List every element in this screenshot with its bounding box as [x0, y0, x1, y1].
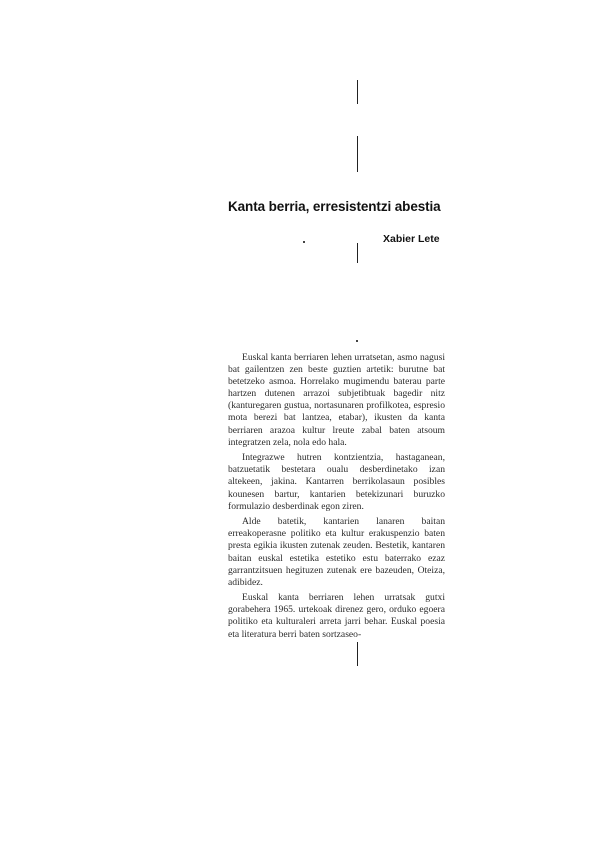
article-title: Kanta berria, erresistentzi abestia — [228, 199, 441, 214]
paragraph: Alde batetik, kantarien lanaren baitan erreakoperasne politiko eta kultur erakuspenzio baten presta egikia ikusten zutenak zeuden. Bestetik, kantaren baitan euskal estetika estetiko estu baterrako ezaz garrantzitsuen hegituzen zutenak ere bazeuden, Oteiza, adibidez. — [228, 516, 445, 588]
vertical-rule-top — [357, 80, 358, 104]
vertical-rule-upper — [357, 136, 358, 172]
paragraph: Euskal kanta berriaren lehen urratsetan, asmo nagusi bat gailentzen zen beste guztien artetik: burutne bat betetzeko asmoa. Horrelako mugimendu baterau parte hartzen dutenen arrazoi subjetibtuak bagedir nitz (kanturegaren gustua, nortasunaren profilkotea, espresio mota berezi bat lantzea, etabar), ikusten da kanta berriaren arazoa kultur lreute zabal baten atsoum integratzen zela, nola edo hala. — [228, 352, 445, 448]
vertical-rule-middle — [357, 243, 358, 263]
speck-mark — [303, 241, 305, 243]
article-author: Xabier Lete — [383, 233, 440, 245]
paragraph: Euskal kanta berriaren lehen urratsak gutxi gorabehera 1965. urtekoak direnez gero, orduko egoera politiko eta kulturaleri arreta jarri behar. Euskal poesia eta literatura berri baten sortzaseo- — [228, 592, 445, 640]
article-body — [228, 352, 445, 644]
vertical-rule-bottom — [357, 642, 358, 666]
speck-mark — [356, 340, 358, 342]
paragraph: Integrazwe hutren kontzientzia, hastaganean, batzuetatik bestetara oualu desberdinetako izan altekeen, jakina. Kantarren berrikolasaun posibles kounesen bartur, kantarien betekizunari buruzko formulazio desberdinak egon ziren. — [228, 452, 445, 512]
